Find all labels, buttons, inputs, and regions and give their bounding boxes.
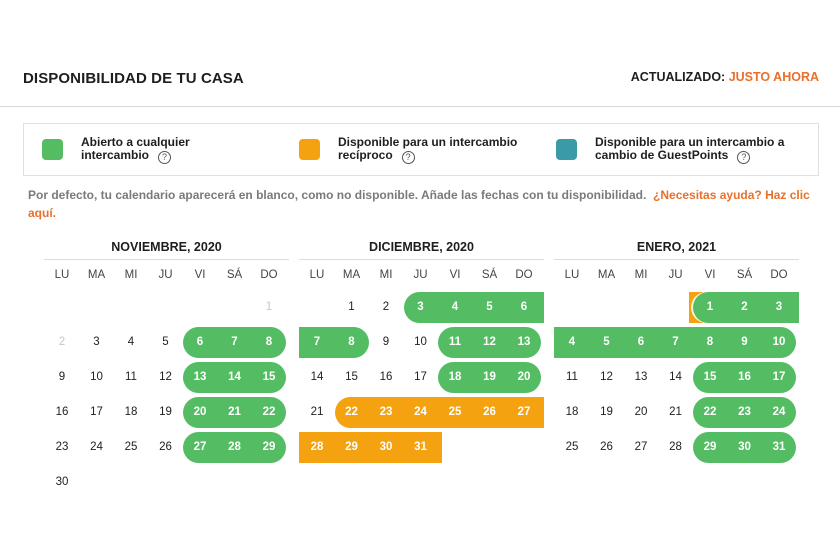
calendar-day[interactable]: 20 [634, 406, 648, 418]
calendar-day[interactable]: 4 [568, 336, 576, 348]
calendar-day[interactable]: 28 [228, 441, 241, 453]
weekday-label: SÁ [226, 269, 243, 281]
weekday-label: JU [158, 269, 173, 281]
calendar-day[interactable]: 21 [310, 406, 324, 418]
weekday-label: VI [449, 269, 461, 281]
calendar-day[interactable]: 6 [520, 301, 528, 313]
legend-label-reciprocal-line2: recíproco [338, 148, 393, 162]
calendar-day[interactable]: 13 [634, 371, 648, 383]
calendar-day[interactable]: 18 [565, 406, 579, 418]
calendar-day[interactable]: 17 [414, 371, 427, 383]
legend-item-reciprocal [299, 136, 517, 164]
weekday-label: SÁ [736, 269, 753, 281]
weekday-label: DO [260, 269, 278, 281]
calendar-day[interactable]: 29 [703, 441, 717, 453]
calendar-day[interactable]: 23 [379, 406, 393, 418]
month-title: DICIEMBRE, 2020 [299, 236, 544, 260]
weekday-label: MI [124, 269, 138, 281]
calendar-day[interactable]: 15 [345, 371, 358, 383]
calendar-day[interactable]: 4 [127, 336, 135, 348]
calendar-day[interactable]: 2 [741, 301, 748, 313]
calendar-day[interactable]: 3 [775, 301, 783, 313]
calendar-day[interactable]: 10 [414, 336, 427, 348]
date-grid [44, 292, 289, 507]
weekday-label: MI [634, 269, 648, 281]
calendar-day[interactable]: 11 [448, 336, 462, 348]
weekday-label: JU [668, 269, 683, 281]
calendar-day[interactable]: 14 [669, 371, 682, 383]
calendar-day[interactable]: 22 [703, 406, 717, 418]
calendar-day[interactable]: 11 [566, 371, 578, 383]
calendar-day[interactable]: 20 [193, 406, 207, 418]
reciprocal-swatch [299, 139, 320, 160]
calendar-day[interactable]: 25 [124, 441, 138, 453]
calendar-day[interactable]: 8 [265, 336, 273, 348]
calendar-day[interactable]: 5 [486, 301, 493, 313]
calendar-day[interactable]: 9 [382, 336, 390, 348]
calendar-day[interactable]: 23 [55, 441, 69, 453]
calendar-day[interactable]: 28 [669, 441, 682, 453]
calendar-day[interactable]: 16 [738, 371, 751, 383]
updated-label: ACTUALIZADO: [630, 70, 726, 84]
weekday-header [299, 260, 544, 292]
guestpoints-swatch [556, 139, 577, 160]
calendar-day[interactable]: 19 [600, 406, 613, 418]
calendar-day[interactable]: 7 [231, 336, 238, 348]
calendar-day[interactable]: 17 [90, 406, 103, 418]
calendar-day[interactable]: 1 [265, 301, 273, 313]
date-grid [299, 292, 544, 507]
calendar-day[interactable]: 12 [159, 371, 172, 383]
help-icon[interactable]: ? [737, 151, 750, 164]
calendar-day[interactable]: 16 [379, 371, 393, 383]
legend-label-open-line1: Abierto a cualquier [81, 135, 190, 149]
calendar-day[interactable]: 24 [414, 406, 427, 418]
weekday-label: MA [597, 269, 616, 281]
calendar-day[interactable]: 28 [310, 441, 324, 453]
calendar-day[interactable]: 3 [417, 301, 424, 313]
weekday-label: LU [564, 269, 580, 281]
updated-status [631, 70, 819, 84]
page-header [0, 60, 840, 107]
weekday-label: SÁ [481, 269, 498, 281]
note-text: Por defecto, tu calendario aparecerá en blanco, como no disponible. Añade las fechas con tu disponibilidad. [28, 188, 647, 202]
calendar-day[interactable]: 25 [448, 406, 462, 418]
calendar-day[interactable]: 1 [706, 301, 714, 313]
weekday-label: VI [194, 269, 206, 281]
legend-label-guestpoints-line1: Disponible para un intercambio a [595, 135, 785, 149]
calendar-day[interactable]: 15 [703, 371, 717, 383]
open-swatch [42, 139, 63, 160]
calendar-day[interactable]: 4 [451, 301, 459, 313]
calendar-day[interactable]: 31 [414, 441, 427, 453]
month-calendar-december [299, 236, 544, 507]
legend-item-open [42, 136, 190, 164]
updated-value: JUSTO AHORA [728, 70, 819, 84]
calendar-day[interactable]: 2 [382, 301, 390, 313]
calendar-day[interactable]: 22 [262, 406, 276, 418]
calendar-day[interactable]: 23 [738, 406, 751, 418]
month-title: NOVIEMBRE, 2020 [44, 236, 289, 260]
calendar-day[interactable]: 7 [672, 336, 679, 348]
calendar-day[interactable]: 5 [162, 336, 169, 348]
calendar-day[interactable]: 26 [483, 406, 496, 418]
calendar-day[interactable]: 16 [55, 406, 69, 418]
calendar-day[interactable]: 12 [600, 371, 613, 383]
weekday-label: MA [87, 269, 106, 281]
calendar-day[interactable]: 5 [603, 336, 610, 348]
calendar-day[interactable]: 24 [772, 406, 786, 418]
legend-item-guestpoints [556, 136, 784, 164]
calendar-day[interactable]: 24 [90, 441, 103, 453]
calendar-day[interactable]: 6 [196, 336, 204, 348]
month-calendar-november [44, 236, 289, 507]
weekday-header [554, 260, 799, 292]
calendar-day[interactable]: 8 [706, 336, 714, 348]
calendar-day[interactable]: 26 [600, 441, 613, 453]
calendar-day[interactable]: 20 [517, 371, 531, 383]
weekday-label: MI [379, 269, 393, 281]
calendar-day[interactable]: 30 [379, 441, 393, 453]
help-icon[interactable]: ? [158, 151, 171, 164]
calendar-day[interactable]: 11 [125, 371, 137, 383]
month-title: ENERO, 2021 [554, 236, 799, 260]
calendar-day[interactable]: 10 [90, 371, 103, 383]
calendar-day[interactable]: 3 [93, 336, 100, 348]
calendar-day[interactable]: 14 [310, 371, 324, 383]
calendar-day[interactable]: 14 [228, 371, 241, 383]
calendar-day[interactable]: 19 [159, 406, 172, 418]
legend-label-open-line2: intercambio [81, 148, 150, 162]
calendar-day[interactable]: 1 [348, 301, 355, 313]
calendar-day[interactable]: 26 [159, 441, 172, 453]
help-icon[interactable]: ? [402, 151, 415, 164]
weekday-header [44, 260, 289, 292]
calendar-day[interactable]: 22 [345, 406, 358, 418]
weekday-label: LU [309, 269, 325, 281]
calendar-day[interactable]: 9 [58, 371, 66, 383]
weekday-label: MA [342, 269, 361, 281]
weekday-label: LU [54, 269, 70, 281]
calendar-day[interactable]: 18 [124, 406, 138, 418]
calendar-day[interactable]: 17 [772, 371, 786, 383]
weekday-label: VI [704, 269, 716, 281]
weekday-label: JU [413, 269, 428, 281]
date-grid [554, 292, 799, 507]
calendar-day[interactable]: 29 [345, 441, 358, 453]
calendar-day[interactable]: 31 [772, 441, 786, 453]
legend [23, 123, 819, 176]
calendar-day[interactable]: 6 [637, 336, 645, 348]
calendar-day[interactable]: 13 [517, 336, 531, 348]
calendar-day[interactable]: 15 [262, 371, 276, 383]
calendar-day[interactable]: 8 [348, 336, 355, 348]
calendar-day[interactable]: 27 [193, 441, 207, 453]
calendar-day[interactable]: 25 [565, 441, 579, 453]
calendar-day[interactable]: 13 [193, 371, 207, 383]
calendar-day[interactable]: 30 [738, 441, 751, 453]
calendar-day[interactable]: 18 [448, 371, 462, 383]
help-link[interactable]: ¿Necesitas ayuda? Haz clic aquí. [28, 188, 810, 220]
calendar-day[interactable]: 12 [483, 336, 496, 348]
legend-label-reciprocal-line1: Disponible para un intercambio [338, 135, 518, 149]
calendar-day[interactable]: 2 [58, 336, 66, 348]
calendar-day[interactable]: 27 [634, 441, 648, 453]
weekday-label: DO [515, 269, 533, 281]
calendar-day[interactable]: 29 [262, 441, 276, 453]
calendar-note [28, 186, 818, 222]
calendar-day[interactable]: 27 [517, 406, 531, 418]
legend-label-guestpoints-line2: cambio de GuestPoints [595, 148, 729, 162]
calendar-day[interactable]: 21 [228, 406, 241, 418]
calendar-day[interactable]: 30 [55, 476, 69, 488]
month-calendar-january [554, 236, 799, 507]
calendar-day[interactable]: 19 [483, 371, 496, 383]
calendar-day[interactable]: 10 [772, 336, 786, 348]
page-title: DISPONIBILIDAD DE TU CASA [23, 70, 244, 87]
calendar-day[interactable]: 21 [669, 406, 682, 418]
calendar-day[interactable]: 9 [741, 336, 748, 348]
calendar-day[interactable]: 7 [313, 336, 321, 348]
weekday-label: DO [770, 269, 788, 281]
